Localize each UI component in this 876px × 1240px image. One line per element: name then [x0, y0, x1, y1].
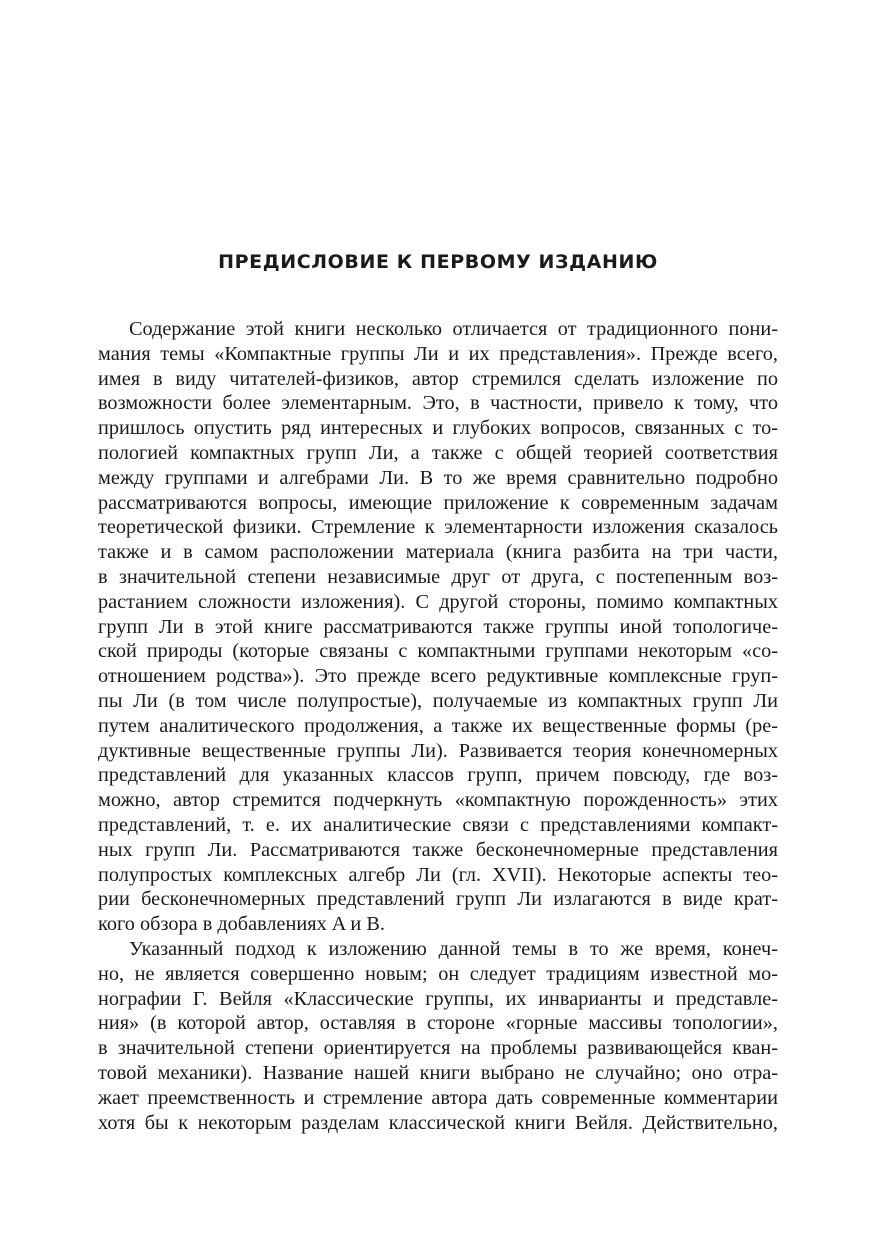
text-line: в значительной степени ориентируется на проблемы развивающейся кван-	[98, 1037, 778, 1060]
text-line: Содержание этой книги несколько отличается от традиционного пони-	[129, 318, 778, 340]
text-line: рассматриваются вопросы, имеющие приложение к современным задачам	[98, 491, 778, 514]
text-line: Указанный подход к изложению данной темы в то же время, конеч-	[129, 937, 778, 960]
text-line: представлений, т. е. их аналитические связи с представлениями компакт-	[98, 813, 778, 836]
text-line: путем аналитического продолжения, а также их вещественные формы (ре-	[98, 714, 778, 737]
text-line: ской природы (которые связаны с компактными группами некоторым «со-	[98, 640, 778, 663]
text-line: дуктивные вещественные группы Ли). Развивается теория конечномерных	[98, 739, 778, 762]
body-text	[98, 317, 778, 1135]
text-line: ных групп Ли. Рассматриваются также бесконечномерные представления	[98, 838, 778, 861]
text-line: пы Ли (в том числе полупростые), получаемые из компактных групп Ли	[98, 689, 778, 712]
text-line: отношением родства»). Это прежде всего редуктивные комплексные груп-	[98, 665, 778, 688]
text-line: теоретической физики. Стремление к элементарности изложения сказалось	[98, 516, 778, 539]
text-line: имея в виду читателей-физиков, автор стремился сделать изложение по	[98, 367, 778, 390]
text-line: представлений для указанных классов групп, причем повсюду, где воз-	[98, 764, 778, 787]
text-line: рии бесконечномерных представлений групп Ли излагаются в виде крат-	[98, 888, 778, 911]
text-line: возможности более элементарным. Это, в частности, привело к тому, что	[98, 392, 778, 415]
text-line: товой механики). Название нашей книги выбрано не случайно; оно отра-	[98, 1061, 778, 1084]
text-line: растанием сложности изложения). С другой стороны, помимо компактных	[98, 590, 778, 613]
text-line: можно, автор стремится подчеркнуть «компактную порожденность» этих	[98, 789, 778, 812]
text-line: нографии Г. Вейля «Классические группы, их инварианты и представле-	[98, 987, 778, 1010]
text-line: также и в самом расположении материала (книга разбита на три части,	[98, 541, 778, 564]
text-line: хотя бы к некоторым разделам классической книги Вейля. Действительно,	[98, 1111, 778, 1134]
page-title: ПРЕДИСЛОВИЕ К ПЕРВОМУ ИЗДАНИЮ	[218, 251, 658, 273]
text-line: групп Ли в этой книге рассматриваются также группы иной топологиче-	[98, 615, 778, 638]
text-line: жает преемственность и стремление автора дать современные комментарии	[98, 1086, 778, 1109]
text-line: в значительной степени независимые друг от друга, с постепенным воз-	[98, 565, 778, 588]
text-line: ния» (в которой автор, оставляя в стороне «горные массивы топологии»,	[98, 1012, 778, 1035]
text-line: полупростых комплексных алгебр Ли (гл. XVII). Некоторые аспекты тео-	[98, 863, 778, 886]
text-line: пологией компактных групп Ли, а также с общей теорией соответствия	[98, 441, 778, 464]
text-line: пришлось опустить ряд интересных и глубоких вопросов, связанных с то-	[98, 417, 778, 440]
text-line: кого обзора в добавлениях A и B.	[98, 913, 385, 936]
text-line: мания темы «Компактные группы Ли и их представления». Прежде всего,	[98, 342, 778, 365]
text-line: но, не является совершенно новым; он следует традициям известной мо-	[98, 962, 778, 985]
text-line: между группами и алгебрами Ли. В то же время сравнительно подробно	[98, 466, 778, 489]
